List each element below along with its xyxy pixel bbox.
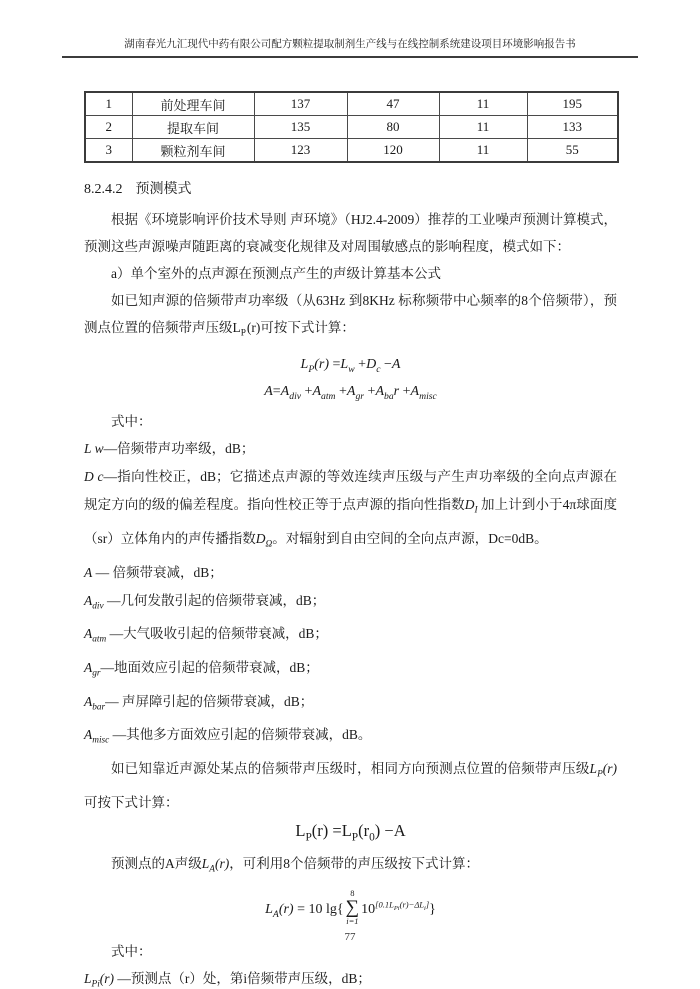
definition-amisc: [84, 721, 617, 755]
table-cell: 120: [347, 139, 439, 163]
symbol-lp: L: [232, 320, 241, 335]
definition-a: [84, 559, 617, 587]
formula-token: A: [391, 356, 401, 372]
formula-token: (r) =: [311, 820, 342, 840]
table-body: [85, 92, 618, 162]
symbol-amisc-subscript: misc: [92, 736, 110, 747]
definition-aatm: [84, 620, 617, 654]
where-label-1: 式中：: [111, 414, 152, 430]
section-heading: [84, 178, 617, 198]
paragraph-a-level: [84, 850, 617, 884]
symbol-lw: L w: [84, 441, 104, 457]
paragraph-text: 可按下式计算：: [84, 794, 179, 810]
table-row: [85, 92, 618, 116]
symbol-dc: D c: [84, 469, 104, 485]
table-cell: 55: [527, 139, 618, 163]
table-cell: 颗粒剂车间: [132, 139, 254, 163]
formula-token: +: [364, 384, 376, 400]
formula-token: A: [280, 384, 290, 400]
list-item-a: a）单个室外的点声源在预测点产生的声级计算基本公式: [111, 266, 441, 281]
formula-token: ) −A: [374, 820, 406, 840]
table-cell: 123: [254, 139, 347, 163]
paragraph-text: (r)可按下式计算：: [246, 320, 355, 335]
formula-la-octave-sum: [84, 887, 617, 929]
table-cell: 133: [527, 116, 618, 139]
where-label-2: 式中：: [111, 944, 152, 960]
paragraph-octave-band: [84, 287, 617, 348]
definition-text: —预测点（r）处，第i倍频带声压级，dB；: [114, 971, 371, 987]
definition-lw: [84, 435, 617, 463]
formula-token: 0: [369, 831, 375, 844]
symbol-r-arg: (r): [99, 971, 115, 987]
formula-token: misc: [419, 391, 437, 403]
formula-token: +: [399, 384, 411, 400]
paragraph-text: 如已知声源的倍频带声功率级（从63Hz 到8KHz 标称频带中心频率的8个倍频带），预测点位置的倍频带声压级: [84, 293, 617, 335]
formula-token: (r): [278, 901, 294, 917]
formula-token: ]: [425, 899, 430, 910]
table-cell: 47: [347, 92, 439, 116]
formula-token: c: [376, 363, 381, 375]
symbol-di: D: [464, 497, 475, 513]
formula-token: A: [346, 384, 356, 400]
formula-token: (r): [314, 356, 330, 372]
symbol-domega: D: [255, 530, 266, 546]
definition-adiv: [84, 587, 617, 621]
formula-token: A: [312, 384, 321, 400]
page-number: 77: [344, 931, 356, 943]
formula-token: L: [340, 356, 349, 372]
symbol-adiv-subscript: div: [92, 601, 104, 612]
definition-lpi: [84, 965, 617, 989]
table-cell: 135: [254, 116, 347, 139]
symbol-abar-subscript: bar: [92, 702, 106, 713]
formula-attenuation-sum: [84, 380, 617, 408]
symbol-r-arg: (r): [214, 856, 230, 872]
formula-token: P: [351, 831, 359, 844]
formula-token: L: [265, 901, 273, 917]
formula-token: A: [264, 384, 273, 400]
table-cell: 11: [439, 116, 527, 139]
table-cell: 3: [85, 139, 132, 163]
table-cell: 11: [439, 139, 527, 163]
definition-agr: [84, 654, 617, 688]
formula-token: P: [308, 363, 315, 375]
definition-text: —大气吸收引起的倍频带衰减，dB；: [106, 626, 328, 642]
formula-token: +: [335, 384, 347, 400]
summation-symbol: 8 ∑ i=1: [345, 887, 360, 927]
formula-token: L: [295, 820, 306, 840]
formula-token: A: [410, 384, 420, 400]
table-row: [85, 116, 618, 139]
symbol-lp-subscript: P: [240, 328, 247, 339]
formula-lp-basic: [84, 353, 617, 381]
symbol-amisc: A: [84, 727, 93, 743]
table-cell: 前处理车间: [132, 92, 254, 116]
page-header: [62, 36, 638, 58]
formula-token: A: [272, 908, 279, 920]
formula-token: atm: [321, 391, 336, 403]
formula-token: (r)−ΔL: [399, 899, 425, 910]
definition-text: — 倍频带衰减，dB；: [92, 564, 223, 580]
paragraph-text: ，可利用8个倍频带的声压级按下式计算：: [229, 856, 479, 872]
symbol-lp-subscript: P: [597, 769, 603, 780]
table-cell: 提取车间: [132, 116, 254, 139]
symbol-la-subscript: A: [209, 864, 215, 875]
formula-token: w: [348, 363, 355, 375]
definition-text: —指向性校正，dB；它描述点声源的等效连续声压级与产生声功率级的全向点声源在规定方向的级的偏差程度。指向性校正等于点声源的指向性指数: [84, 469, 617, 513]
symbol-r-arg: (r): [602, 761, 617, 777]
definition-text: —几何发散引起的倍频带衰减，dB；: [103, 592, 326, 608]
formula-token: L: [341, 820, 352, 840]
section-number: 8.2.4.2: [84, 182, 123, 197]
symbol-la: L: [201, 856, 210, 872]
symbol-lpi-subscript: Pi: [91, 980, 100, 989]
formula-token: div: [289, 391, 302, 403]
formula-token: −: [380, 356, 392, 372]
symbol-lp: L: [589, 761, 598, 777]
formula-token: = 10 lg{: [293, 901, 344, 917]
symbol-aatm: A: [84, 626, 93, 642]
formula-token: L: [300, 356, 309, 372]
formula-token: gr: [355, 391, 365, 403]
formula-token: i: [424, 904, 426, 912]
definition-text: —其他多方面效应引起的倍频带衰减，dB。: [109, 727, 372, 743]
formula-token: 10: [361, 901, 376, 917]
symbol-a: A: [84, 564, 93, 580]
formula-token: }: [429, 901, 436, 917]
formula-token: +: [354, 356, 367, 372]
table-cell: 195: [527, 92, 618, 116]
symbol-agr: A: [84, 660, 93, 676]
definition-text: — 声屏障引起的倍频带衰减，dB；: [105, 693, 314, 709]
paragraph-text: 如已知靠近声源处某点的倍频带声压级时，相同方向预测点位置的倍频带声压级: [111, 761, 590, 777]
page-content: [84, 91, 617, 989]
symbol-abar: A: [84, 693, 93, 709]
symbol-agr-subscript: gr: [92, 668, 101, 679]
table-cell: 1: [85, 92, 132, 116]
formula-token: r: [393, 384, 400, 400]
table-cell: 11: [439, 92, 527, 116]
formula-token: Pi: [393, 904, 400, 912]
paragraph-known-point: [84, 755, 617, 816]
definition-dc: [84, 463, 617, 558]
formula-token: [0.1L: [375, 899, 394, 910]
symbol-di-subscript: I: [474, 505, 478, 516]
definition-text: —地面效应引起的倍频带衰减，dB；: [100, 660, 319, 676]
formula-token: A: [375, 384, 385, 400]
table-cell: 80: [347, 116, 439, 139]
symbol-domega-subscript: Ω: [265, 539, 273, 550]
definition-text: 加上计到小于4π球面度（sr）立体角内的声传播指数: [84, 497, 617, 546]
formula-token: D: [366, 356, 377, 372]
formula-lp-from-reference: [84, 818, 617, 850]
table-cell: 2: [85, 116, 132, 139]
symbol-adiv: A: [84, 592, 93, 608]
formula-token: (r: [358, 820, 370, 840]
formula-token: P: [305, 831, 312, 844]
paragraph-text: 预测点的A声级: [111, 856, 202, 872]
header-title: 湖南春光九汇现代中药有限公司配方颗粒提取制剂生产线与在线控制系统建设项目环境影响报告书: [124, 39, 576, 50]
formula-token: =: [329, 356, 341, 372]
definition-text: —倍频带声功率级，dB；: [103, 441, 255, 457]
paragraph-intro: 根据《环境影响评价技术导则 声环境》（HJ2.4-2009）推荐的工业噪声预测计算模式，预测这些声源噪声随距离的衰减变化规律及对周围敏感点的影响程度，模式如下：: [84, 212, 617, 254]
table-row: [85, 139, 618, 163]
table-cell: 137: [254, 92, 347, 116]
definition-abar: [84, 688, 617, 722]
workshop-noise-table: [84, 91, 619, 163]
symbol-lpi: L: [84, 971, 92, 987]
formula-token: +: [301, 384, 313, 400]
section-title: 预测模式: [135, 182, 192, 197]
definition-text: 。对辐射到自由空间的全向点声源，Dc=0dB。: [272, 530, 548, 546]
symbol-aatm-subscript: atm: [92, 635, 107, 646]
formula-token: =: [272, 384, 281, 400]
formula-token: ba: [384, 391, 394, 403]
